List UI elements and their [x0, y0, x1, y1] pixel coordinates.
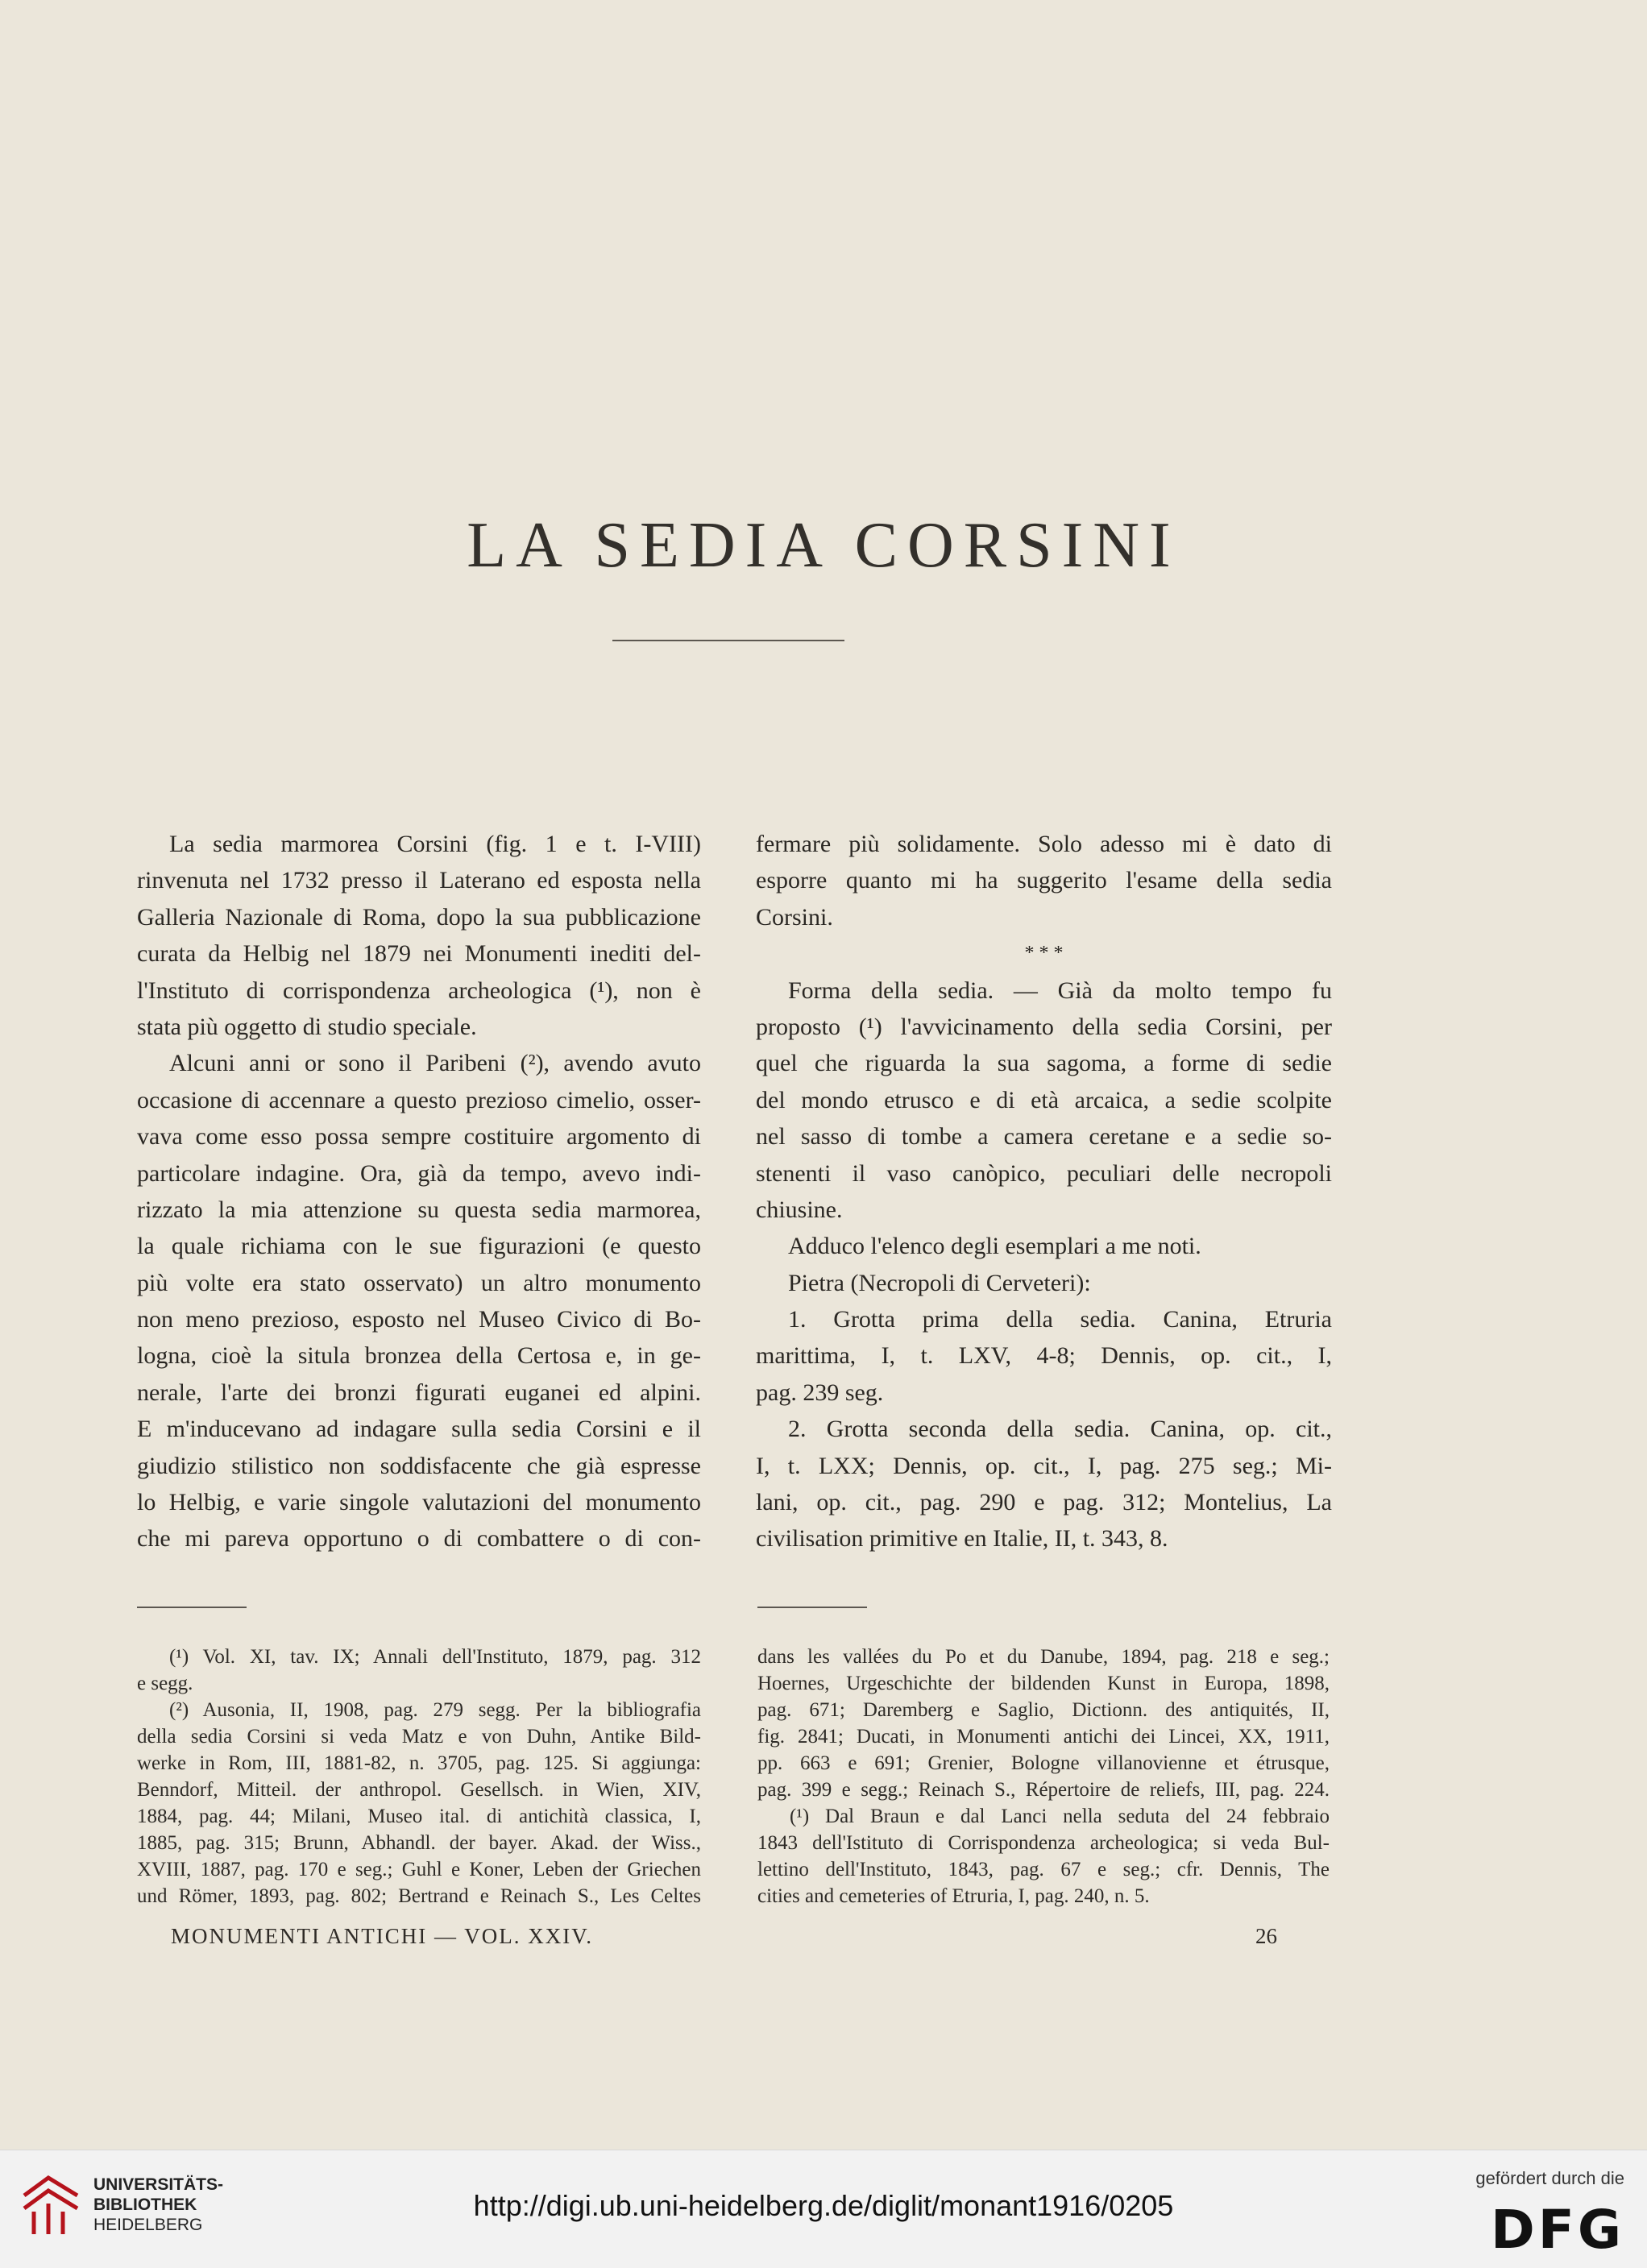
footnote-line: Hoernes, Urgeschichte der bildenden Kunst in Europa, 1898,: [757, 1673, 1330, 1694]
text-line: Adduco l'elenco degli esemplari a me noti.: [788, 1233, 1201, 1260]
text-line: rinvenuta nel 1732 presso il Laterano ed esposta nella: [137, 867, 701, 894]
page-number: 26: [1255, 1924, 1277, 1948]
text-line: particolare indagine. Ora, già da tempo, avevo indi-: [137, 1159, 701, 1187]
body-column-left: [137, 826, 701, 1557]
text-line: occasione di accennare a questo prezioso cimelio, osser-: [137, 1086, 701, 1113]
text-line: più volte era stato osservato) un altro monumento: [137, 1269, 701, 1296]
text-line: curata da Helbig nel 1879 nei Monumenti inediti del-: [137, 940, 701, 968]
text-line: chiusine.: [756, 1196, 843, 1223]
text-line: del mondo etrusco e di età arcaica, a sedie scolpite: [756, 1086, 1332, 1113]
footnote-line: 1843 dell'Istituto di Corrispondenza archeologica; si veda Bul-: [757, 1832, 1330, 1854]
text-line: marittima, I, t. LXV, 4-8; Dennis, op. cit., I,: [756, 1342, 1332, 1370]
footnote-line: (²) Ausonia, II, 1908, pag. 279 segg. Per la bibliografia: [169, 1699, 701, 1721]
footnote-line: und Römer, 1893, pag. 802; Bertrand e Reinach S., Les Celtes: [137, 1885, 701, 1907]
text-line: stata più oggetto di studio speciale.: [137, 1013, 477, 1040]
footnote-rule-right: [757, 1607, 867, 1608]
text-line: Forma della sedia. — Già da molto tempo fu: [788, 976, 1332, 1004]
footnote-line: (¹) Vol. XI, tav. IX; Annali dell'Instituto, 1879, pag. 312: [169, 1646, 701, 1668]
text-line: fermare più solidamente. Solo adesso mi è dato di: [756, 831, 1332, 857]
text-line: lo Helbig, e varie singole valutazioni del monumento: [137, 1489, 701, 1516]
text-line: nerale, l'arte dei bronzi figurati euganei ed alpini.: [137, 1379, 701, 1406]
article-title: LA SEDIA CORSINI: [467, 510, 1180, 581]
footnote-line: XVIII, 1887, pag. 170 e seg.; Guhl e Koner, Leben der Griechen: [137, 1859, 701, 1880]
text-line: Pietra (Necropoli di Cerveteri):: [788, 1269, 1091, 1296]
text-line: Corsini.: [756, 903, 833, 931]
footnote-line: 1885, pag. 315; Brunn, Abhandl. der bayer. Akad. der Wiss.,: [137, 1832, 701, 1854]
text-line: Alcuni anni or sono il Paribeni (²), avendo avuto: [169, 1050, 701, 1077]
title-rule: [612, 640, 844, 641]
library-name-line: UNIVERSITÄTS-: [93, 2175, 224, 2194]
text-line: 2. Grotta seconda della sedia. Canina, op. cit.,: [788, 1416, 1332, 1443]
footnote-line: werke in Rom, III, 1881-82, n. 3705, pag. 125. Si aggiunga:: [137, 1752, 701, 1774]
footnotes-left: [137, 1644, 701, 1909]
footnote-line: pag. 671; Daremberg e Saglio, Dictionn. des antiquités, II,: [757, 1699, 1330, 1721]
footnote-line: fig. 2841; Ducati, in Monumenti antichi dei Lincei, XX, 1911,: [757, 1726, 1330, 1748]
footnote-rule-left: [137, 1607, 247, 1608]
digital-library-bar: [0, 2150, 1647, 2268]
text-line: rizzato la mia attenzione su questa sedia marmorea,: [137, 1196, 701, 1223]
text-line: vava come esso possa sempre costituire argomento di: [137, 1123, 701, 1151]
text-line: Galleria Nazionale di Roma, dopo la sua pubblicazione: [137, 903, 701, 931]
text-line: civilisation primitive en Italie, II, t. 343, 8.: [756, 1525, 1168, 1553]
text-line: l'Instituto di corrispondenza archeologica (¹), non è: [137, 976, 701, 1004]
text-line: lani, op. cit., pag. 290 e pag. 312; Montelius, La: [756, 1489, 1332, 1516]
text-line: nel sasso di tombe a camera ceretane e a sedie so-: [756, 1123, 1332, 1151]
running-footer: MONUMENTI ANTICHI — VOL. XXIV.: [171, 1924, 593, 1948]
text-line: pag. 239 seg.: [756, 1379, 884, 1406]
permalink-url[interactable]: http://digi.ub.uni-heidelberg.de/diglit/monant1916/0205: [473, 2189, 1174, 2222]
text-line: logna, cioè la situla bronzea della Certosa e, in ge-: [137, 1342, 701, 1370]
text-line: che mi pareva opportuno o di combattere o di con-: [137, 1525, 701, 1553]
footnote-line: dans les vallées du Po et du Danube, 1894, pag. 218 e seg.;: [757, 1646, 1330, 1668]
footnote-line: e segg.: [137, 1673, 193, 1694]
text-line: stenenti il vaso canòpico, peculiari delle necropoli: [756, 1159, 1332, 1187]
footnote-line: cities and cemeteries of Etruria, I, pag. 240, n. 5.: [757, 1885, 1150, 1907]
footnote-line: (¹) Dal Braun e dal Lanci nella seduta del 24 febbraio: [790, 1806, 1330, 1827]
footnotes-right: [757, 1644, 1330, 1909]
footnote-line: Benndorf, Mitteil. der anthropol. Gesellsch. in Wien, XIV,: [137, 1779, 701, 1801]
text-line: quel che riguarda la sua sagoma, a forme di sedie: [756, 1050, 1332, 1077]
footnote-line: della sedia Corsini si veda Matz e von Duhn, Antike Bild-: [137, 1726, 701, 1748]
funded-by-label: gefördert durch die: [1475, 2168, 1624, 2188]
text-line: La sedia marmorea Corsini (fig. 1 e t. I-VIII): [169, 831, 701, 857]
text-line: * * *: [1024, 943, 1064, 964]
footnote-line: pag. 399 e segg.; Reinach S., Répertoire de reliefs, III, pag. 224.: [757, 1779, 1330, 1801]
footnote-line: lettino dell'Instituto, 1843, pag. 67 e seg.; cfr. Dennis, The: [757, 1859, 1330, 1880]
library-name-line: BIBLIOTHEK: [93, 2195, 197, 2214]
text-line: giudizio stilistico non soddisfacente che già espresse: [137, 1452, 701, 1479]
body-column-right: [756, 826, 1332, 1557]
text-line: 1. Grotta prima della sedia. Canina, Etruria: [788, 1306, 1332, 1333]
footnote-line: pp. 663 e 691; Grenier, Bologne villanovienne et étrusque,: [757, 1752, 1330, 1774]
text-line: E m'inducevano ad indagare sulla sedia Corsini e il: [137, 1416, 701, 1443]
library-name-line: HEIDELBERG: [93, 2216, 203, 2234]
text-line: proposto (¹) l'avvicinamento della sedia Corsini, per: [756, 1013, 1332, 1040]
footnote-line: 1884, pag. 44; Milani, Museo ital. di antichità classica, I,: [137, 1806, 701, 1827]
text-line: I, t. LXX; Dennis, op. cit., I, pag. 275 seg.; Mi-: [756, 1452, 1332, 1479]
text-line: esporre quanto mi ha suggerito l'esame della sedia: [756, 867, 1332, 894]
text-line: la quale richiama con le sue figurazioni (e questo: [137, 1233, 701, 1260]
text-line: non meno prezioso, esposto nel Museo Civico di Bo-: [137, 1306, 701, 1333]
dfg-logo[interactable]: DFG: [1490, 2199, 1624, 2261]
